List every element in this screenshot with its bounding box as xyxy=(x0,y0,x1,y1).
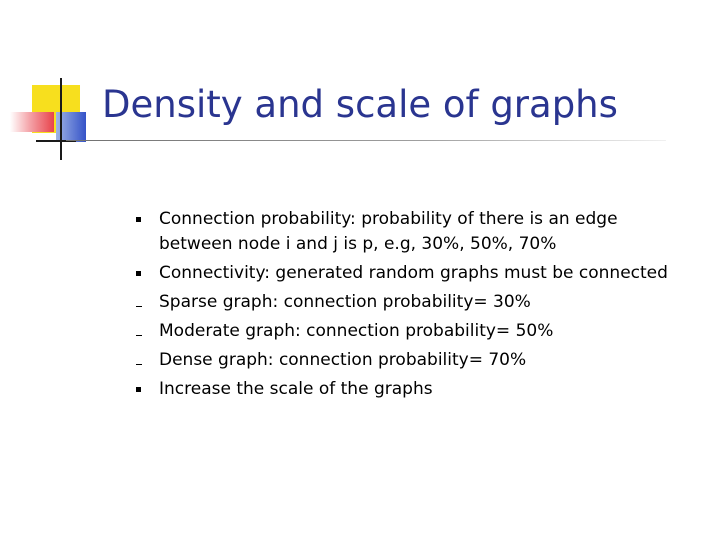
sub-bullet-item xyxy=(136,346,696,375)
bullet-text: Connectivity: generated random graphs must be connected xyxy=(159,263,668,283)
red-bar-decoration xyxy=(10,112,54,132)
bullet-text: Connection probability: probability of there is an edge between node i and j is p, e.g, 30%, 50%, 70% xyxy=(159,209,618,254)
slide-title: Density and scale of graphs xyxy=(102,83,618,126)
sub-bullet-text: Moderate graph: connection probability= 50% xyxy=(159,321,554,341)
dash-bullet-icon xyxy=(136,364,142,365)
bullet-item xyxy=(136,375,696,404)
sub-bullet-item xyxy=(136,288,696,317)
square-bullet-icon xyxy=(136,271,141,276)
vertical-line-decoration xyxy=(60,78,62,160)
bullet-text: Increase the scale of the graphs xyxy=(159,379,433,399)
sub-bullet-text: Sparse graph: connection probability= 30% xyxy=(159,292,531,312)
slide-logo-decoration xyxy=(0,0,110,170)
sub-bullet-item xyxy=(136,317,696,346)
title-underline xyxy=(66,140,666,141)
dash-bullet-icon xyxy=(136,306,142,307)
dash-bullet-icon xyxy=(136,335,142,336)
bullet-list xyxy=(136,205,696,404)
square-bullet-icon xyxy=(136,387,141,392)
bullet-item xyxy=(136,259,696,288)
bullet-item xyxy=(136,205,696,259)
sub-bullet-text: Dense graph: connection probability= 70% xyxy=(159,350,527,370)
square-bullet-icon xyxy=(136,217,141,222)
